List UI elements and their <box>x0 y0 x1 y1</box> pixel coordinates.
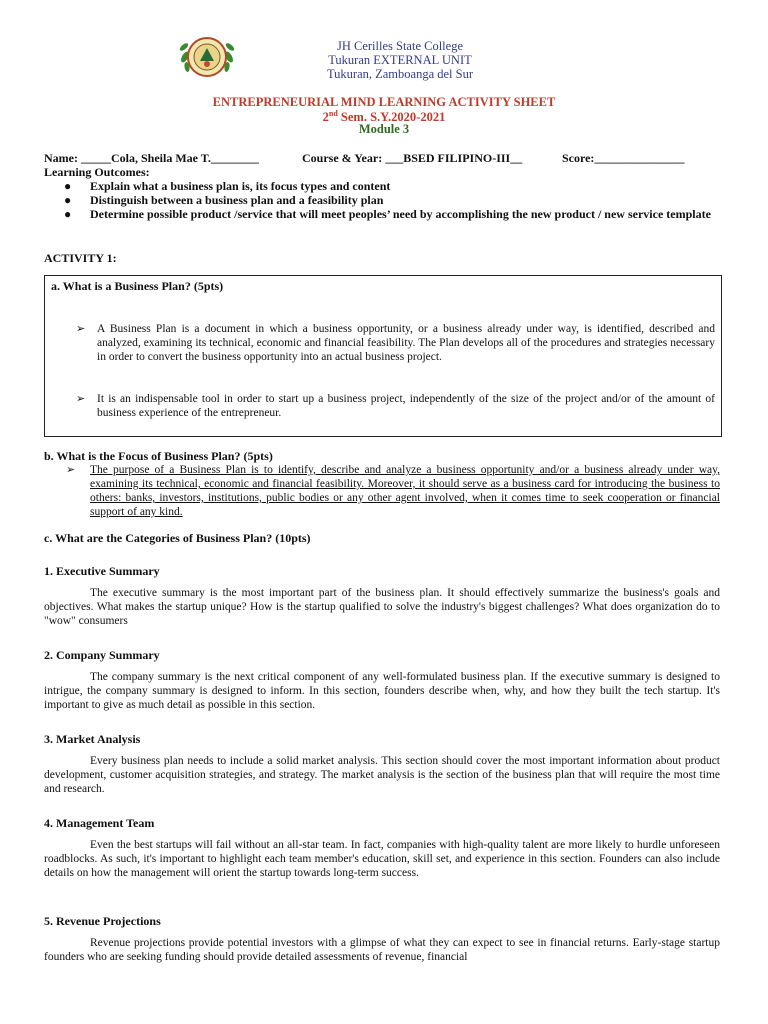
section-title: 5. Revenue Projections <box>44 914 161 928</box>
section-title: 1. Executive Summary <box>44 564 160 578</box>
campus-address: Tukuran, Zamboanga del Sur <box>326 67 474 81</box>
sheet-title: ENTREPRENEURIAL MIND LEARNING ACTIVITY SHEET <box>212 95 556 109</box>
arrow-bullet-icon: ➢ <box>76 393 86 405</box>
question-b: b. What is the Focus of Business Plan? (5pts) <box>44 449 273 463</box>
answer-a-paragraph: It is an indispensable tool in order to start up a business project, independently of the size of the project and/or of the amount of business experience of the entrepreneur. <box>97 393 715 419</box>
module-label: Module 3 <box>358 122 410 136</box>
college-seal-logo <box>178 33 236 81</box>
section-body: The executive summary is the most important part of the business plan. It should effectively summarize the business's goals and objectives. What makes the startup unique? How is the startup qualified to solve the industry's biggest challenges? What does organization do to "wow" consumers <box>44 587 720 627</box>
section-title: 2. Company Summary <box>44 648 160 662</box>
outcome-item: ● Determine possible product /service that will meet peoples’ need by accomplishing the new product / new service template <box>64 207 711 221</box>
learning-outcomes-heading: Learning Outcomes: <box>44 165 150 179</box>
section-title: 4. Management Team <box>44 816 155 830</box>
answer-a-paragraph: A Business Plan is a document in which a business opportunity, or a business already under way, is identified, described and analyzed, examining its technical, economic and financial feasibility. The Plan develops all of the procedures and strategies necessary in order to convert the business opportunity into an actual business project. <box>97 323 715 363</box>
campus-name: Tukuran EXTERNAL UNIT <box>328 53 472 67</box>
arrow-bullet-icon: ➢ <box>76 323 86 335</box>
semester-line: 2nd Sem. S.Y.2020-2021 <box>322 109 446 125</box>
college-name: JH Cerilles State College <box>336 39 464 53</box>
course-field: Course & Year: ___BSED FILIPINO-III__ <box>302 151 523 165</box>
answer-b-paragraph: The purpose of a Business Plan is to identify, describe and analyze a business opportunity and/or a business already under way, examining its technical, economic and financial feasibility. Moreover, it should serve as a business card for introducing the business to others: banks, investors, institutions, public bodies or any other agent involved, when it comes time to seek cooperation or financial support of any kind. <box>90 464 720 518</box>
outcome-item: ● Explain what a business plan is, its focus types and content <box>64 179 391 193</box>
section-body: Even the best startups will fail without an all-star team. In fact, companies with high-quality talent are more likely to hurdle unforeseen roadblocks. As such, it's important to highlight each team member's education, skill set, and experience in this section. Founders can also include details on how the management will orient the startup towards long-term success. <box>44 839 720 879</box>
question-a: a. What is a Business Plan? (5pts) <box>51 279 224 293</box>
outcome-item: ● Distinguish between a business plan and a feasibility plan <box>64 193 384 207</box>
activity-heading: ACTIVITY 1: <box>44 251 117 265</box>
answer-box-a <box>44 275 722 437</box>
name-field: Name: _____Cola, Sheila Mae T.________ <box>44 151 259 165</box>
score-field: Score:_______________ <box>562 151 685 165</box>
section-body: Revenue projections provide potential investors with a glimpse of what they can expect to see in financial returns. Early-stage startup founders who are seeking funding should provide detailed assessments of revenue, financial <box>44 937 720 963</box>
arrow-bullet-icon: ➢ <box>66 464 76 476</box>
section-body: The company summary is the next critical component of any well-formulated business plan. If the executive summary is designed to intrigue, the company summary is designed to inform. In this section, founders describe when, why, and how they built the tech startup. It's important to give as much detail as possible in this section. <box>44 671 720 711</box>
question-c: c. What are the Categories of Business Plan? (10pts) <box>44 531 311 545</box>
section-title: 3. Market Analysis <box>44 732 141 746</box>
section-body: Every business plan needs to include a solid market analysis. This section should cover the most important information about product development, customer acquisition strategies, and strategy. The market analysis is the section of the business plan that will require the most time and research. <box>44 755 720 795</box>
